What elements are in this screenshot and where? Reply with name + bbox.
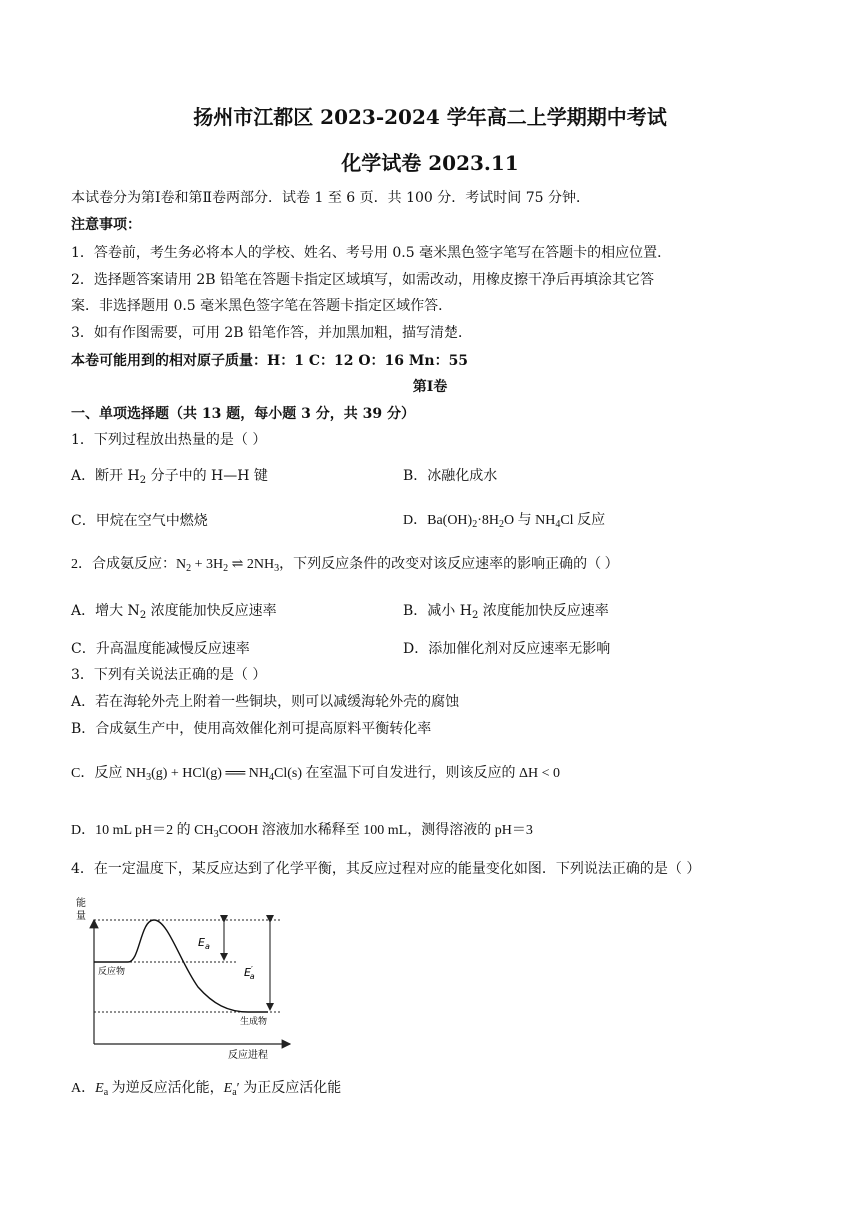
note-1: 1．答卷前，考生务必将本人的学校、姓名、考号用 0.5 毫米黑色签字笔写在答题卡的相应位置． bbox=[71, 245, 672, 261]
section-heading: 一、单项选择题（共 13 题，每小题 3 分，共 39 分） bbox=[71, 406, 415, 422]
q1-option-a: A．断开 $H_2$ 分子中的 H—H 键 bbox=[71, 468, 268, 486]
q3-option-a: A．若在海轮外壳上附着一些铜块，则可以减缓海轮外壳的腐蚀 bbox=[71, 694, 460, 710]
intro-line: 本试卷分为第Ⅰ卷和第Ⅱ卷两部分．试卷 1 至 6 页．共 100 分．考试时间 75 分钟． bbox=[71, 190, 590, 206]
q2-option-a: A．增大 $N_2$ 浓度能加快反应速率 bbox=[71, 603, 277, 621]
energy-profile-diagram bbox=[68, 892, 298, 1062]
q3-option-b: B．合成氨生产中，使用高效催化剂可提高原料平衡转化率 bbox=[71, 721, 432, 737]
volume-label: 第Ⅰ卷 bbox=[412, 379, 448, 395]
q3-option-c: C．反应 $NH_3(g) + HCl(g)$ ══ $NH_4Cl(s)$ 在室温下可自发进行，则该反应的 ΔH < 0 bbox=[71, 766, 561, 783]
y-axis-label-2: 量 bbox=[76, 911, 86, 922]
notes-heading: 注意事项： bbox=[71, 217, 141, 233]
ea-prime-label: E′ a bbox=[244, 965, 255, 981]
note-3: 3．如有作图需要，可用 2B 铅笔作答，并加黑加粗，描写清楚． bbox=[71, 325, 473, 341]
exam-title: 扬州市江都区 2023-2024 学年高二上学期期中考试 bbox=[193, 105, 667, 129]
ea-label: $E_a$ bbox=[198, 936, 210, 951]
y-axis-label-1: 能 bbox=[76, 898, 86, 909]
atomic-masses: 本卷可能用到的相对原子质量：H：1 C：12 O：16 Mn：55 bbox=[71, 353, 469, 369]
q3-option-d: D．10 mL pH＝2 的 $CH_3COOH$ 溶液加水稀释至 100 mL，测得溶液的 pH＝3 bbox=[71, 823, 533, 840]
energy-curve bbox=[94, 920, 268, 1012]
note-2a: 2．选择题答案请用 2B 铅笔在答题卡指定区域填写，如需改动，用橡皮擦干净后再填涂其它答 bbox=[71, 272, 655, 288]
reactant-label: 反应物 bbox=[98, 967, 126, 977]
q1-option-c: C．甲烷在空气中燃烧 bbox=[71, 513, 208, 529]
q4-stem: 4．在一定温度下，某反应达到了化学平衡，其反应过程对应的能量变化如图．下列说法正确的是（ ） bbox=[71, 861, 701, 877]
q1-stem: 1．下列过程放出热量的是（ ） bbox=[71, 432, 267, 448]
q1-option-d: D．$Ba(OH)_2\cdot 8H_2O$ 与 $NH_4Cl$ 反应 bbox=[403, 513, 606, 530]
exam-subtitle: 化学试卷 2023.11 bbox=[341, 151, 519, 175]
note-2b: 案．非选择题用 0.5 毫米黑色签字笔在答题卡指定区域作答． bbox=[71, 298, 453, 314]
q2-option-b: B．减小 $H_2$ 浓度能加快反应速率 bbox=[403, 603, 609, 621]
x-axis-label: 反应进程 bbox=[228, 1050, 268, 1061]
q1-option-b: B．冰融化成水 bbox=[403, 468, 498, 484]
q4-option-a: A．$E_a$ 为逆反应活化能，$E_a'$ 为正反应活化能 bbox=[71, 1081, 342, 1098]
q3-stem: 3．下列有关说法正确的是（ ） bbox=[71, 667, 267, 683]
q2-option-d: D．添加催化剂对反应速率无影响 bbox=[403, 641, 611, 657]
q2-option-c: C．升高温度能减慢反应速率 bbox=[71, 641, 250, 657]
product-label: 生成物 bbox=[240, 1017, 268, 1027]
q2-stem: 2．合成氨反应：$N_2 + 3H_2$ ⇌ $2NH_3$，下列反应条件的改变对该反应速率的影响正确的（ ） bbox=[71, 557, 619, 574]
